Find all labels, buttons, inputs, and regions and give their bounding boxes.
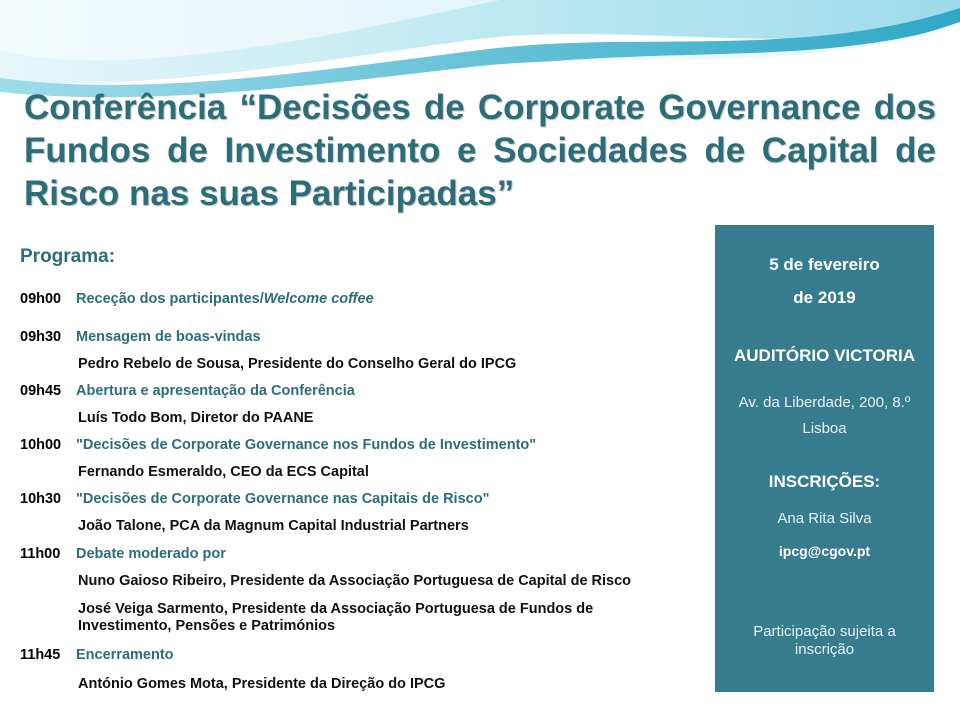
event-date-line2: de 2019: [793, 288, 856, 307]
agenda-item: [20, 647, 710, 664]
agenda-time: 09h45: [20, 383, 62, 399]
agenda-time: 10h30: [20, 491, 62, 507]
conference-title: Conferência “Decisões de Corporate Governance dos Fundos de Investimento e Sociedades de Capital de Risco nas suas Participadas”: [24, 88, 936, 213]
agenda-speaker: José Veiga Sarmento, Presidente da Associação Portuguesa de Fundos de Investimento, Pensões e Patrimónios: [78, 601, 594, 634]
agenda-title: Abertura e apresentação da Conferência: [76, 383, 355, 399]
event-address-line1: Av. da Liberdade, 200, 8.º: [738, 394, 911, 411]
event-address-line2: Lisboa: [802, 420, 847, 437]
agenda-item: [20, 383, 710, 400]
agenda-speaker: João Talone, PCA da Magnum Capital Industrial Partners: [78, 518, 469, 534]
contact-email[interactable]: ipcg@cgov.pt: [778, 543, 871, 559]
agenda-title: Receção dos participantes/Welcome coffee: [76, 291, 374, 307]
agenda-speaker: Luís Todo Bom, Diretor do PAANE: [78, 410, 314, 426]
agenda-time: 09h30: [20, 329, 62, 345]
agenda-title: "Decisões de Corporate Governance nos Fundos de Investimento": [76, 437, 537, 453]
event-venue: AUDITÓRIO VICTORIA: [733, 346, 916, 365]
event-info-panel: [715, 225, 934, 692]
agenda-speaker: Nuno Gaioso Ribeiro, Presidente da Associação Portuguesa de Capital de Risco: [78, 573, 632, 589]
agenda-item: [20, 329, 710, 346]
contact-name: Ana Rita Silva: [777, 510, 872, 527]
agenda-title: Debate moderado por: [76, 546, 226, 562]
agenda-item: [20, 491, 710, 508]
agenda-time: 11h00: [20, 546, 61, 562]
agenda-time: 11h45: [20, 647, 61, 663]
agenda-speaker: Fernando Esmeraldo, CEO da ECS Capital: [78, 464, 369, 480]
agenda-title: Encerramento: [76, 647, 174, 663]
agenda-title: Mensagem de boas-vindas: [76, 329, 261, 345]
registration-note-line2: inscrição: [794, 641, 855, 658]
agenda-title: "Decisões de Corporate Governance nas Capitais de Risco": [76, 491, 490, 507]
event-date-line1: 5 de fevereiro: [769, 255, 880, 274]
program-label: Programa:: [20, 246, 116, 267]
agenda-time: 09h00: [20, 291, 62, 307]
agenda-speaker: Pedro Rebelo de Sousa, Presidente do Conselho Geral do IPCG: [78, 356, 517, 372]
registration-note-line1: Participação sujeita a: [753, 623, 896, 640]
agenda-item: [20, 291, 710, 308]
agenda-speaker: António Gomes Mota, Presidente da Direção do IPCG: [78, 676, 446, 692]
agenda-item: [20, 546, 710, 563]
registrations-label: INSCRIÇÕES:: [768, 472, 881, 491]
agenda-item: [20, 437, 710, 454]
agenda-time: 10h00: [20, 437, 62, 453]
